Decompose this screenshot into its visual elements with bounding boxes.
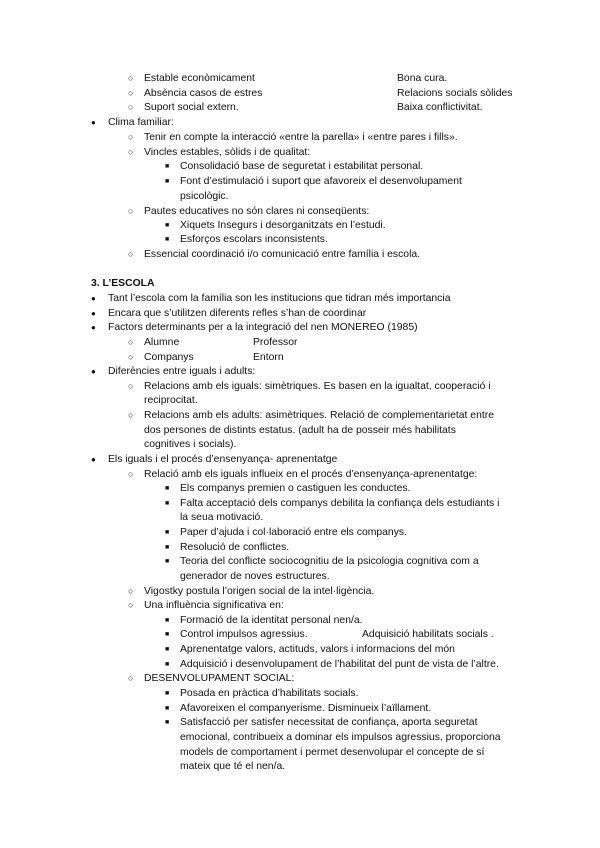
list-item: Vincles estables, sòlids i de qualitat: (144, 147, 311, 158)
bullet-circle: ○ (128, 249, 134, 259)
bullet-circle: ○ (128, 469, 134, 479)
list-item: Afavoreixen el companyerisme. Disminueix l’aïllament. (180, 703, 432, 714)
list-item: Paper d’ajuda i col·laboració entre els companys. (180, 527, 407, 538)
bullet-square: ■ (165, 178, 170, 185)
list-item: Font d’estimulació i suport que afavoreix el desenvolupament (180, 176, 462, 187)
bullet-circle: ○ (128, 102, 134, 112)
section-heading: 3. L’ESCOLA (91, 278, 155, 289)
list-item: Teoria del conflicte sociocognitiu de la psicologia cognitiva com a (180, 556, 479, 567)
list-item: Posada en pràctica d’habilitats socials. (180, 688, 359, 699)
list-item: Absència casos de estres (144, 88, 263, 99)
list-item-col2: Entorn (253, 352, 284, 363)
list-item: Encara que s’utilitzen diferents refles s’han de coordinar (108, 308, 367, 319)
list-item: Relació amb els iguals influeix en el procés d’ensenyança-aprenentatge: (144, 469, 478, 480)
list-item: Resolució de conflictes. (180, 542, 290, 553)
list-item: Clima familiar: (108, 117, 174, 128)
list-item: Relacions amb els iguals: simètriques. Es basen en la igualtat, cooperació i (144, 381, 491, 392)
bullet-circle: ○ (128, 337, 134, 347)
list-item: Alumne (144, 337, 180, 348)
list-item: Xiquets Insegurs i desorganitzats en l’estudi. (180, 220, 386, 231)
list-item: Essencial coordinació i/o comunicació entre família i escola. (144, 249, 421, 260)
bullet-dot: ● (91, 323, 96, 332)
bullet-circle: ○ (128, 410, 134, 420)
list-item: Una influència significativa en: (144, 600, 284, 611)
bullet-circle: ○ (128, 381, 134, 391)
bullet-dot: ● (91, 118, 96, 127)
bullet-dot: ● (91, 309, 96, 318)
list-item: Companys (144, 352, 194, 363)
list-item: Relacions amb els adults: asimètriques. Relació de complementarietat entre (144, 410, 494, 421)
bullet-square: ■ (165, 646, 170, 653)
list-item-cont: la seua motivació. (180, 512, 264, 523)
list-item: Formació de la identitat personal nen/a. (180, 615, 363, 626)
list-item-col2: Bona cura. (397, 73, 448, 84)
bullet-circle: ○ (128, 352, 134, 362)
list-item-cont: emocional, contribueix a dominar els impulsos agressius, proporciona (180, 732, 501, 743)
bullet-square: ■ (165, 719, 170, 726)
bullet-circle: ○ (128, 206, 134, 216)
list-item: Satisfacció per satisfer necessitat de confiança, aporta seguretat (180, 717, 478, 728)
list-item-cont: mateix que té el nen/a. (180, 761, 286, 772)
bullet-circle: ○ (128, 600, 134, 610)
bullet-dot: ● (91, 367, 96, 376)
list-item: Diferències entre iguals i adults: (108, 366, 256, 377)
bullet-circle: ○ (128, 673, 134, 683)
list-item: Consolidació base de seguretat i estabilitat personal. (180, 161, 424, 172)
bullet-square: ■ (165, 163, 170, 170)
bullet-circle: ○ (128, 73, 134, 83)
bullet-square: ■ (165, 617, 170, 624)
list-item-cont: cognitives i socials). (144, 439, 237, 450)
list-item: Vigostky postula l’origen social de la intel·ligència. (144, 586, 375, 597)
list-item-col2: Relacions socials sòlides (397, 88, 513, 99)
list-item: Suport social extern. (144, 102, 239, 113)
list-item: Aprenentatge valors, actituds, valors i informacions del món (180, 644, 455, 655)
bullet-circle: ○ (128, 88, 134, 98)
bullet-square: ■ (165, 705, 170, 712)
list-item: Adquisició i desenvolupament de l’habilitat del punt de vista de l’altre. (180, 659, 499, 670)
bullet-square: ■ (165, 661, 170, 668)
bullet-square: ■ (165, 500, 170, 507)
list-item: Pautes educatives no són clares ni conseqüents: (144, 206, 370, 217)
list-item-cont: psicològic. (180, 191, 229, 202)
bullet-dot: ● (91, 294, 96, 303)
bullet-square: ■ (165, 631, 170, 638)
list-item-cont: dos persones de distints estatus. (adult ha de posseir més habilitats (144, 425, 456, 436)
bullet-square: ■ (165, 529, 170, 536)
list-item: Esforços escolars inconsistents. (180, 234, 328, 245)
list-item: Els companys premien o castiguen les conductes. (180, 483, 411, 494)
list-item-cont: reciprocitat. (144, 395, 198, 406)
bullet-square: ■ (165, 236, 170, 243)
list-item: Tant l’escola com la família son les institucions que tidran més importancia (108, 293, 451, 304)
bullet-circle: ○ (128, 586, 134, 596)
bullet-square: ■ (165, 558, 170, 565)
list-item: Estable econòmicament (144, 73, 255, 84)
list-item-cont: generador de noves estructures. (180, 571, 330, 582)
bullet-circle: ○ (128, 132, 134, 142)
list-item: DESENVOLUPAMENT SOCIAL: (144, 673, 295, 684)
bullet-square: ■ (165, 485, 170, 492)
bullet-dot: ● (91, 455, 96, 464)
list-item-col2: Professor (253, 337, 298, 348)
list-item: Factors determinants per a la integració del nen MONEREO (1985) (108, 322, 418, 333)
list-item-col2: Baixa conflictivitat. (397, 102, 483, 113)
list-item-cont: models de comportament i permet desenvolupar el concepte de sí (180, 747, 485, 758)
list-item: Falta acceptació dels companys debilita la confiança dels estudiants i (180, 498, 500, 509)
list-item: Els iguals i el procés d’ensenyança- aprenentatge (108, 454, 338, 465)
bullet-square: ■ (165, 544, 170, 551)
list-item-col2: Adquisició habilitats socials . (362, 629, 494, 640)
bullet-square: ■ (165, 690, 170, 697)
list-item: Tenir en compte la interacció «entre la parella» i «entre pares i fills». (144, 132, 458, 143)
list-item: Control impulsos agressius. (180, 629, 308, 640)
bullet-square: ■ (165, 222, 170, 229)
bullet-circle: ○ (128, 147, 134, 157)
